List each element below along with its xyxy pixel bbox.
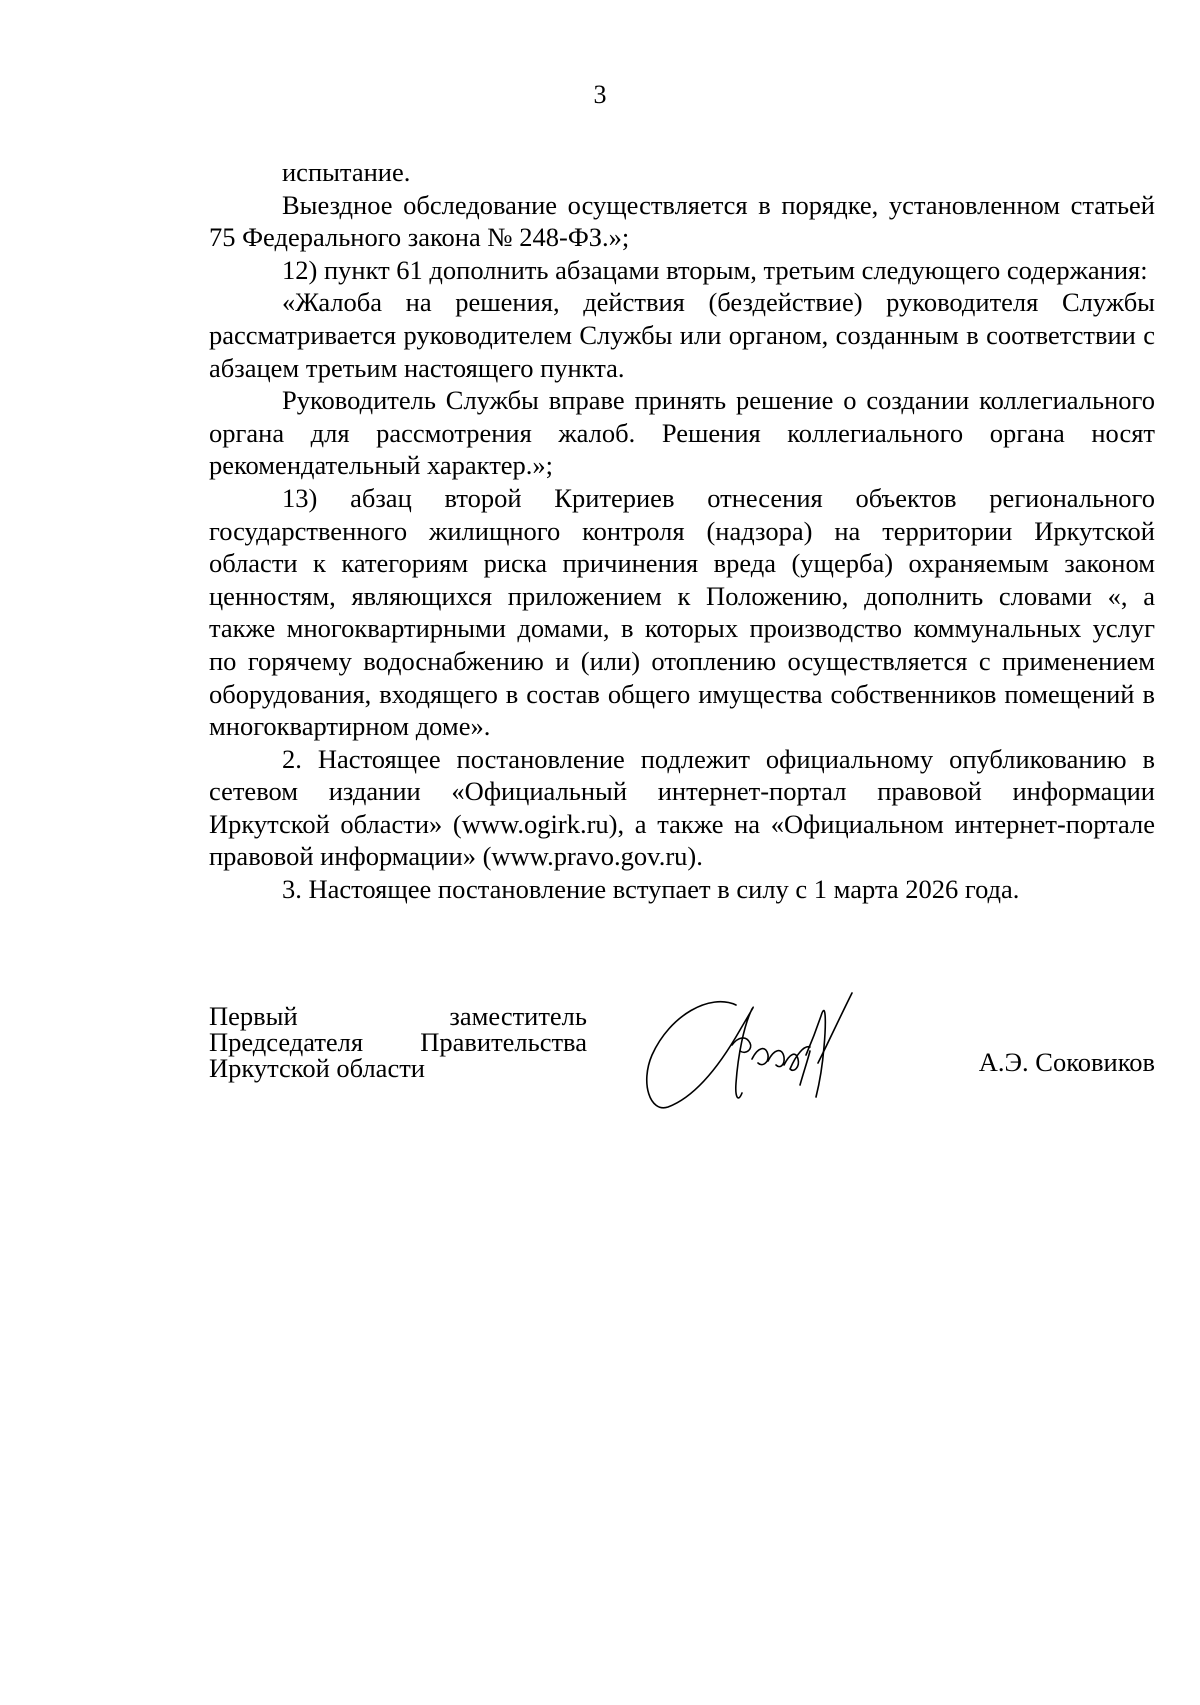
- paragraph-complaint: «Жалоба на решения, действия (бездействие) руководителя Службы рассматривается руководителем Службы или органом, созданным в соответствии с абзацем третьим настоящего пункта.: [209, 287, 1155, 383]
- signatory-name: А.Э. Соковиков: [978, 1047, 1155, 1077]
- signatory-title-line: Председателя Правительства: [209, 1027, 587, 1057]
- paragraph-continuation: испытание.: [282, 157, 411, 187]
- document-body: [209, 156, 1155, 906]
- paragraph-item-13: 13) абзац второй Критериев отнесения объектов регионального государственного жилищного контроля (надзора) на территории Иркутской области к категориям риска причинения вреда (ущерба) охраняемым законом ценностям, являющихся приложением к Положению, дополнить словами «, а также многоквартирными домами, в которых производство коммунальных услуг по горячему водоснабжению и (или) отоплению осуществляется с применением оборудования, входящего в состав общего имущества собственников помещений в многоквартирном доме».: [209, 482, 1155, 742]
- paragraph-collegial-body: Руководитель Службы вправе принять решение о создании коллегиального органа для рассмотрения жалоб. Решения коллегиального органа носят рекомендательный характер.»;: [209, 385, 1155, 481]
- signatory-title: [209, 1003, 587, 1081]
- handwritten-signature: [640, 985, 890, 1120]
- signatory-title-line: Первый заместитель: [209, 1001, 587, 1031]
- paragraph-field-inspection: Выездное обследование осуществляется в порядке, установленном статьей 75 Федерального закона № 248-ФЗ.»;: [209, 189, 1155, 253]
- signatory-title-line: Иркутской области: [209, 1053, 425, 1083]
- paragraph-publication: 2. Настоящее постановление подлежит официальному опубликованию в сетевом издании «Официальный интернет-портал правовой информации Иркутской области» (www.ogirk.ru), а также на «Официальном интернет-портале правовой информации» (www.pravo.gov.ru).: [209, 743, 1155, 872]
- page-number: 3: [593, 80, 607, 109]
- paragraph-effective-date: 3. Настоящее постановление вступает в силу с 1 марта 2026 года.: [282, 874, 1020, 905]
- paragraph-item-12: 12) пункт 61 дополнить абзацами вторым, третьим следующего содержания:: [282, 254, 1148, 285]
